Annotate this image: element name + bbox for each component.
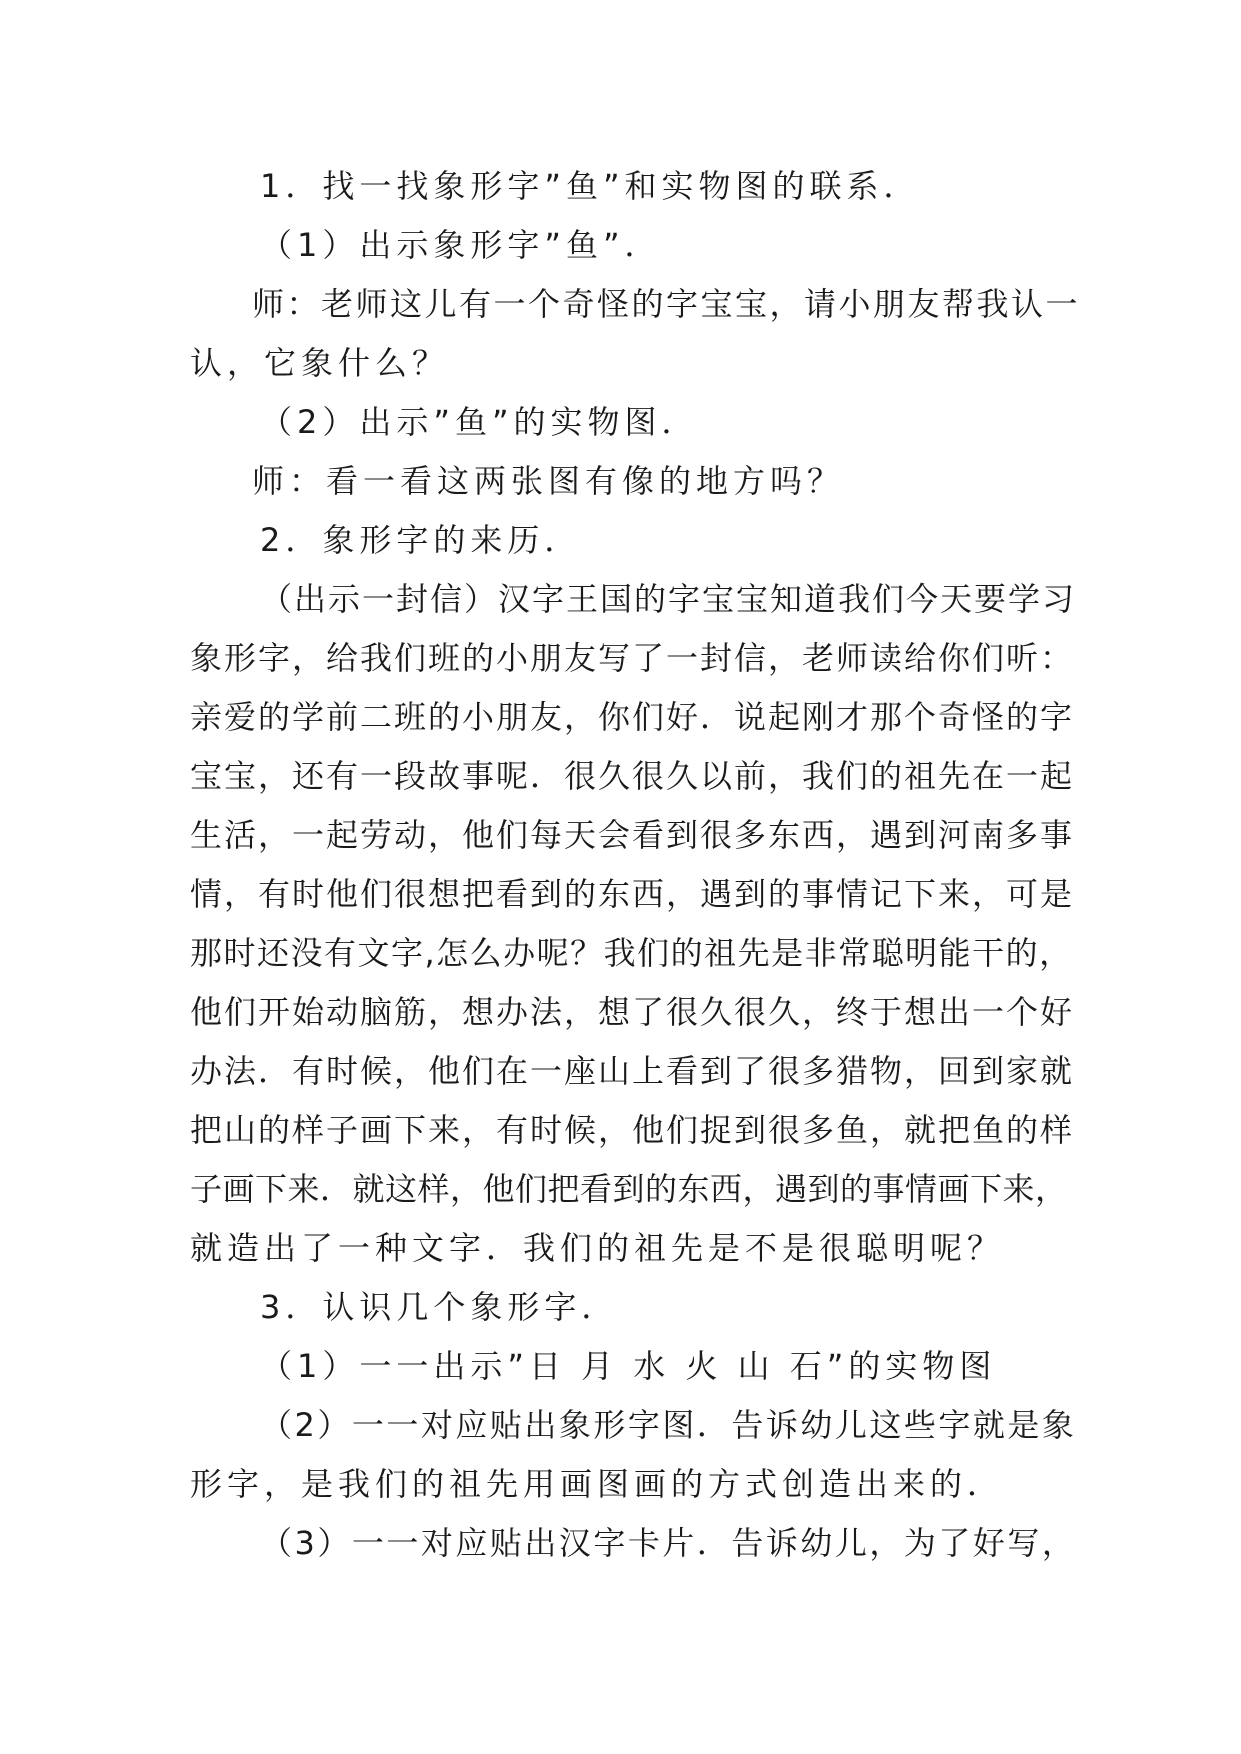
- text-line: 3．认识几个象形字．: [260, 1288, 619, 1326]
- text-line: 就造出了一种文字．我们的祖先是不是很聪明呢？: [190, 1229, 1005, 1267]
- text-line: 生活，一起劳动，他们每天会看到很多东西，遇到河南多事: [190, 816, 1075, 854]
- text-line: 那时还没有文字,怎么办呢？我们的祖先是非常聪明能干的，: [190, 934, 1073, 972]
- text-line: （3）一一对应贴出汉字卡片．告诉幼儿，为了好写，: [260, 1524, 1077, 1562]
- text-line: （出示一封信）汉字王国的字宝宝知道我们今天要学习: [260, 580, 1077, 618]
- text-line: （1）出示象形字”鱼”．: [260, 226, 662, 264]
- text-line: 办法．有时候，他们在一座山上看到了很多猎物，回到家就: [190, 1052, 1075, 1090]
- text-line: 象形字，给我们班的小朋友写了一封信，老师读给你们听：: [190, 639, 1075, 677]
- text-line: 认，它象什么？: [190, 344, 450, 382]
- text-line: 宝宝，还有一段故事呢．很久很久以前，我们的祖先在一起: [190, 757, 1075, 795]
- text-line: 师：看一看这两张图有像的地方吗？: [252, 462, 845, 500]
- text-line: 子画下来．就这样，他们把看到的东西，遇到的事情画下来，: [190, 1170, 1068, 1208]
- text-line: （1）一一出示”日 月 水 火 山 石”的实物图: [260, 1347, 997, 1385]
- text-line: 他们开始动脑筋，想办法，想了很久很久，终于想出一个好: [190, 993, 1075, 1031]
- text-line: 1．找一找象形字”鱼”和实物图的联系．: [260, 167, 921, 205]
- text-line: 情，有时他们很想把看到的东西，遇到的事情记下来，可是: [190, 875, 1075, 913]
- text-line: 师：老师这儿有一个奇怪的字宝宝，请小朋友帮我认一: [252, 285, 1081, 323]
- text-line: （2）出示”鱼”的实物图．: [260, 403, 699, 441]
- text-line: 把山的样子画下来，有时候，他们捉到很多鱼，就把鱼的样: [190, 1111, 1075, 1149]
- text-line: 亲爱的学前二班的小朋友，你们好．说起刚才那个奇怪的字: [190, 698, 1075, 736]
- text-line: 形字，是我们的祖先用画图画的方式创造出来的．: [190, 1465, 1005, 1503]
- text-line: 2．象形字的来历．: [260, 521, 582, 559]
- text-line: （2）一一对应贴出象形字图．告诉幼儿这些字就是象: [260, 1406, 1077, 1444]
